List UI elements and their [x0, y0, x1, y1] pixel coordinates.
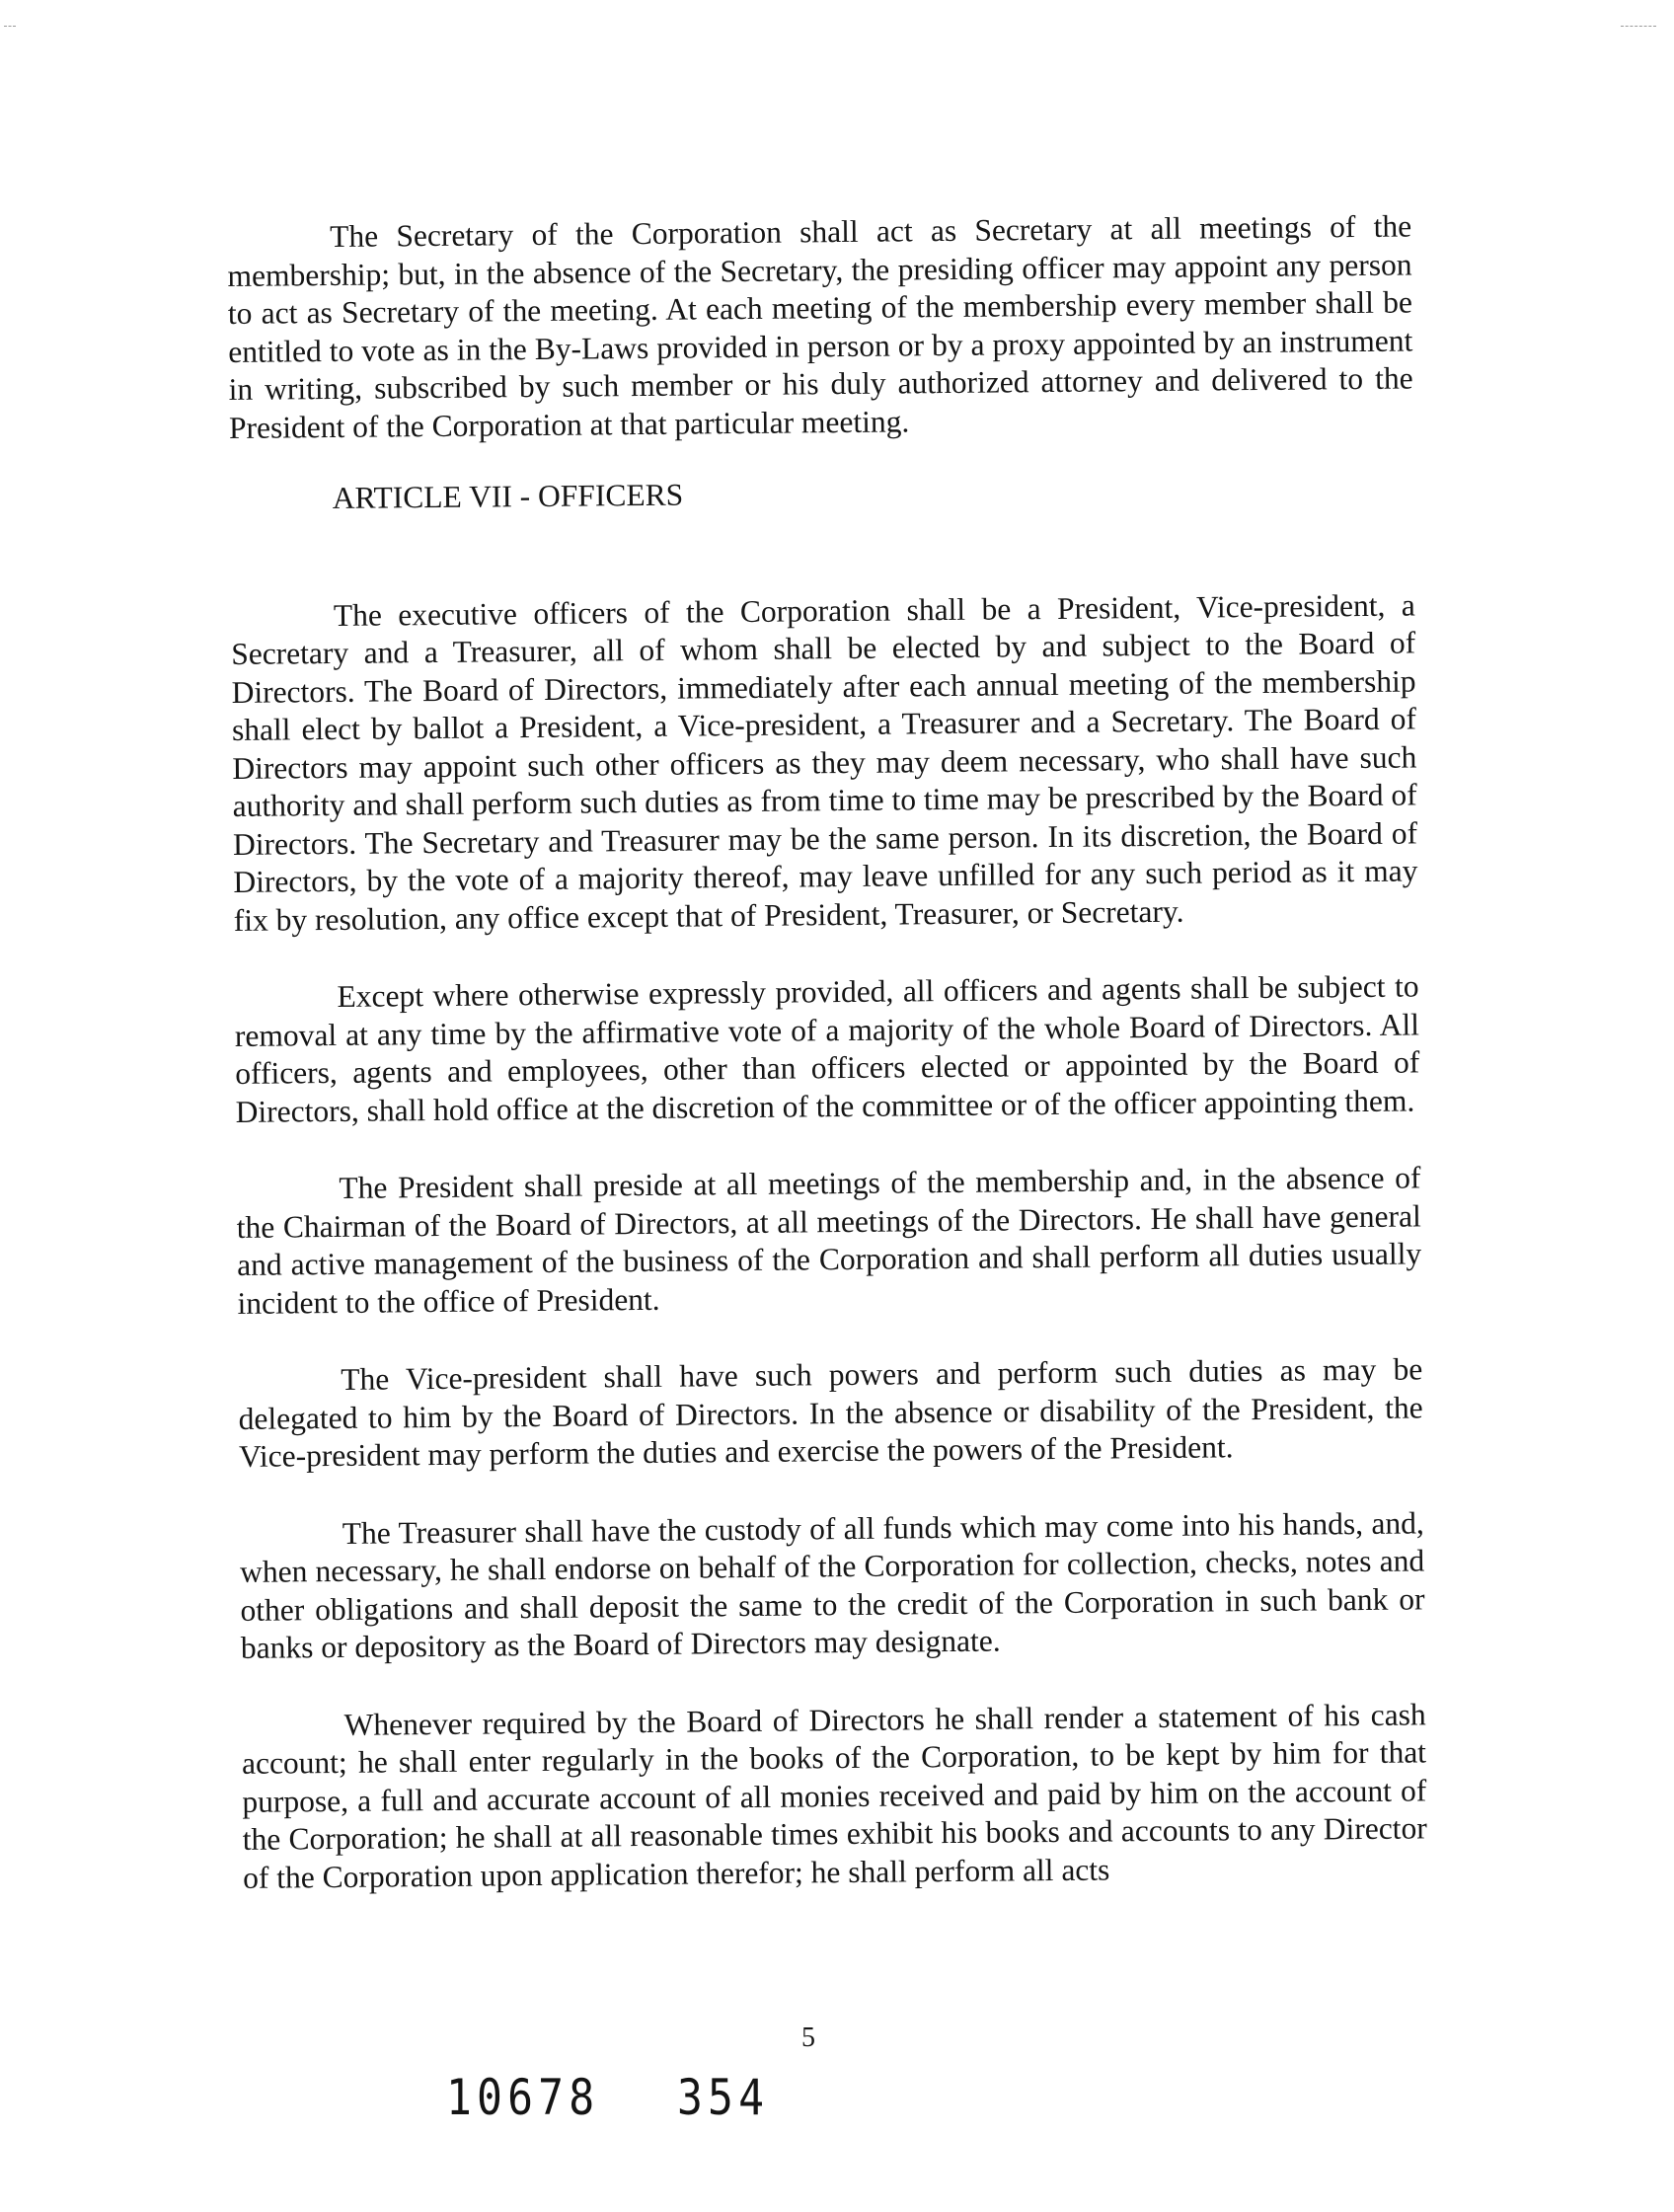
paragraph-vice-president-duties: The Vice-president shall have such powers and perform such duties as may be delegated to him by the Board of Directors. In the absence or disability of the President, the Vice-president may perform the duties and exercise the powers of the President.: [238, 1351, 1423, 1474]
paragraph-treasurer-custody: The Treasurer shall have the custody of all funds which may come into his hands, and, when necessary, he shall endorse on behalf of the Corporation for collection, checks, notes and other obligations and shall deposit the same to the credit of the Corporation in such bank or banks or depository as the Board of Directors may designate.: [239, 1504, 1425, 1665]
article-heading: ARTICLE VII - OFFICERS: [332, 477, 684, 515]
scan-edge-mark-right: [1621, 26, 1656, 27]
paragraph-executive-officers: The executive officers of the Corporation shall be a President, Vice-president, a Secretary and a Treasurer, all of whom shall be elected by and subject to the Board of Directors. The Board of Directors, immediately after each annual meeting of the membership shall elect by ballot a President, a Vice-president, a Treasurer and a Secretary. The Board of Directors may appoint such other officers as they may deem necessary, who shall have such authority and shall perform such duties as from time to time may be prescribed by the Board of Directors. The Secretary and Treasurer may be the same person. In its discretion, the Board of Directors, by the vote of a majority thereof, may leave unfilled for any such period as it may fix by resolution, any office except that of President, Treasurer, or Secretary.: [231, 586, 1418, 938]
recording-stamp-book: 10678: [446, 2069, 600, 2126]
paragraph-secretary-meetings: The Secretary of the Corporation shall act as Secretary at all meetings of the membership; but, in the absence of the Secretary, the presiding officer may appoint any person to act as Secretary of the meeting. At each meeting of the membership every member shall be entitled to vote as in the By-Laws provided in person or by a proxy appointed by an instrument in writing, subscribed by such member or his duly authorized attorney and delivered to the President of the Corporation at that particular meeting.: [227, 208, 1413, 445]
paragraph-removal-of-officers: Except where otherwise expressly provided, all officers and agents shall be subject to removal at any time by the affirmative vote of a majority of the whole Board of Directors. All officers, agents and employees, other than officers elected or appointed by the Board of Directors, shall hold office at the discretion of the committee or of the officer appointing them.: [234, 968, 1420, 1129]
paragraph-president-duties: The President shall preside at all meetings of the membership and, in the absence of the Chairman of the Board of Directors, at all meetings of the Directors. He shall have general and active management of the business of the Corporation and shall perform all duties usually incident to the office of President.: [236, 1160, 1422, 1321]
paragraph-treasurer-accounts: Whenever required by the Board of Directors he shall render a statement of his cash account; he shall enter regularly in the books of the Corporation, to be kept by him for that purpose, a full and accurate account of all monies received and paid by him on the account of the Corporation; he shall at all reasonable times exhibit his books and accounts to any Director of the Corporation upon application therefor; he shall perform all acts: [241, 1696, 1427, 1895]
document-body: [227, 207, 1427, 1896]
recording-stamp-page: 354: [677, 2069, 770, 2126]
page-number: 5: [801, 2022, 815, 2053]
scan-edge-mark-left: [4, 26, 16, 27]
